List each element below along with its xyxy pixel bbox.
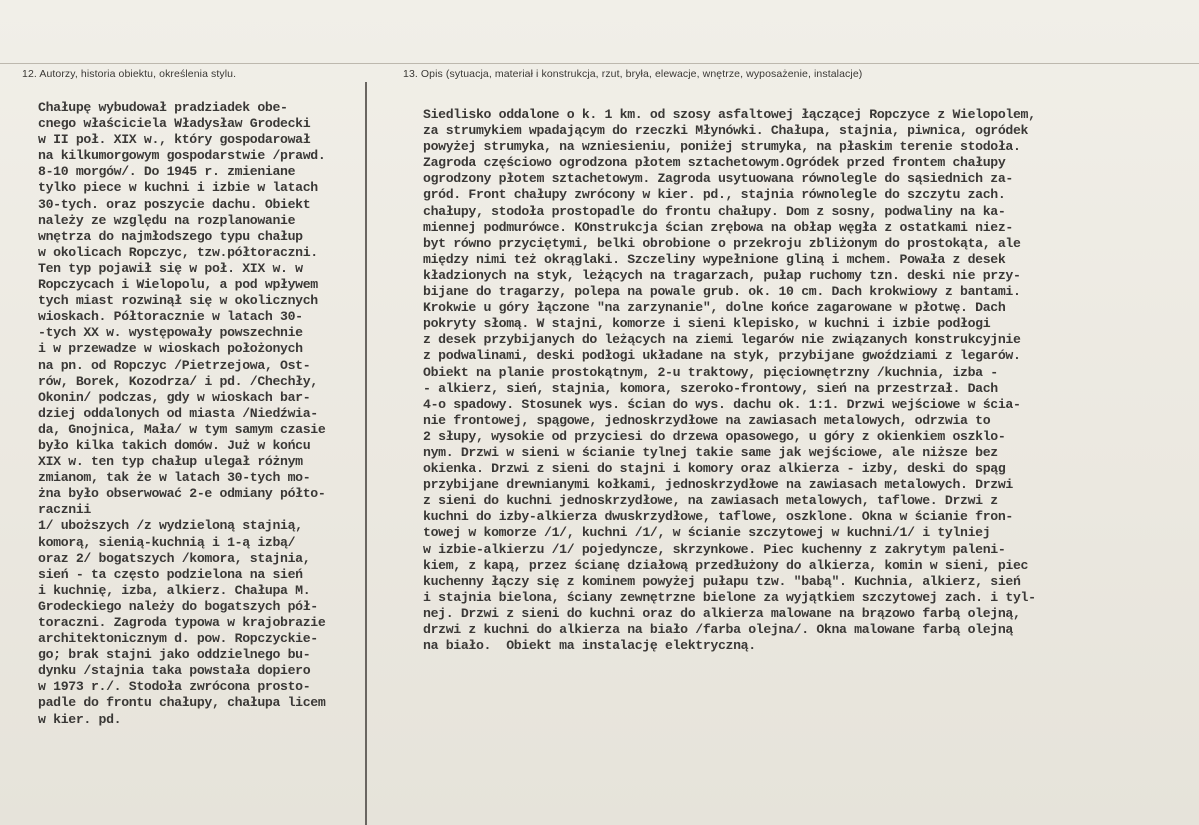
text-line: -tych XX w. występowały powszechnie [38, 325, 303, 341]
text-line: i stajnia bielona, ściany zewnętrzne bielone za wyjątkiem szczytowej zach. i tyl- [423, 589, 1036, 605]
text-line: 30-tych. oraz poszycie dachu. Obiekt [38, 196, 311, 212]
text-line: 2 słupy, wysokie od przyciesi do drzewa opasowego, u góry z okienkiem oszklo- [423, 428, 1006, 444]
text-line: przybijane drewnianymi kołkami, jednoskrzydłowe na zawiasach metalowych. Drzwi [423, 477, 1013, 493]
text-line: da, Gnojnica, Mała/ w tym samym czasie [38, 421, 326, 437]
text-line: i w przewadze w wioskach położonych [38, 341, 303, 357]
text-line: kuchenny łączy się z kominem powyżej pułapu tzw. "babą". Kuchnia, alkierz, sień [423, 573, 1021, 589]
text-line: Krokwie u góry łączone "na zarzynanie", dolne końce zagarowane w płotwę. Dach [423, 300, 1006, 316]
text-line: między nimi też okrąglaki. Szczeliny wypełnione gliną i mchem. Powała z desek [423, 251, 1006, 267]
text-line: tych miast rozwinął się w okolicznych [38, 293, 318, 309]
text-line: za strumykiem wpadającym do rzeczki Młynówki. Chałupa, stajnia, piwnica, ogródek [423, 123, 1029, 139]
text-line: w 1973 r./. Stodoła zwrócona prosto- [38, 679, 311, 695]
text-line: - alkierz, sień, stajnia, komora, szeroko-frontowy, sień na przestrzał. Dach [423, 380, 998, 396]
text-line: toraczni. Zagroda typowa w krajobrazie [38, 615, 326, 630]
text-line: nym. Drzwi w sieni w ścianie tylnej takie same jak wejściowe, ale niższe bez [423, 444, 998, 460]
text-line: z podwalinami, deski podłogi układane na styk, przybijane gwoździami z legarów. [423, 348, 1021, 364]
text-line: padle do frontu chałupy, chałupa licem [38, 695, 326, 711]
section-13-heading: 13. Opis (sytuacja, materiał i konstrukcja, rzut, bryła, elewacje, wnętrze, wyposażenie, instalacje) [403, 68, 863, 80]
text-line: Chałupę wybudował pradziadek obe- [38, 100, 288, 115]
text-line: Ropczycach i Wielopolu, a pod wpływem [38, 277, 318, 293]
text-line: dziej oddalonych od miasta /Niedźwia- [38, 405, 318, 421]
text-line: Siedlisko oddalone o k. 1 km. od szosy asfaltowej łączącej Ropczyce z Wielopolem, [423, 107, 1036, 122]
text-line: z sieni do kuchni jednoskrzydłowe, na zawiasach metalowych, taflowe. Drzwi z [423, 493, 998, 509]
text-line: miennej podmurówce. KOnstrukcja ścian zrębowa na obłap węgła z ostatkami niez- [423, 219, 1013, 235]
text-line: nie frontowej, spągowe, jednoskrzydłowe na zawiasach metalowych, odrzwia to [423, 412, 991, 428]
text-line: żna było obserwować 2-e odmiany półto- [38, 486, 326, 502]
text-line: towej w komorze /1/, kuchni /1/, w ścianie szczytowej w kuchni/1/ i tylniej [423, 525, 991, 541]
text-line: ogrodzony płotem sztachetowym. Zagroda usytuowana równolegle do sąsiednich za- [423, 171, 1013, 187]
text-line: powyżej strumyka, na wzniesieniu, poniżej strumyka, na płaskim terenie stodoła. [423, 139, 1021, 155]
text-line: na pn. od Ropczyc /Pietrzejowa, Ost- [38, 357, 311, 373]
section-12-heading: 12. Autorzy, historia obiektu, określenia stylu. [22, 68, 237, 80]
text-line: w kier. pd. [38, 711, 122, 727]
text-line: 4-o spadowy. Stosunek wys. ścian do wys. dachu ok. 1:1. Drzwi wejściowe w ścia- [423, 396, 1021, 412]
text-line: pokryty słomą. W stajni, komorze i sieni klepisko, w kuchni i izbie podłogi [423, 316, 991, 332]
text-line: w izbie-alkierzu /1/ pojedyncze, skrzynkowe. Piec kuchenny z zakrytym paleni- [423, 541, 1006, 557]
top-border-line [0, 63, 1199, 64]
text-line: XIX w. ten typ chałup ulegał różnym [38, 454, 303, 470]
text-line: go; brak stajni jako oddzielnego bu- [38, 647, 311, 663]
text-line: byt równo przyciętymi, belki obrobione o przekroju zbliżonym do prostokąta, ale [423, 235, 1021, 251]
text-line: bijane do tragarzy, polepa na powale grub. ok. 10 cm. Dach krokwiowy z bantami. [423, 284, 1021, 300]
text-line: zmianom, tak że w latach 30-tych mo- [38, 470, 311, 486]
text-line: dynku /stajnia taka powstała dopiero [38, 663, 311, 679]
text-line: tylko piece w kuchni i izbie w latach [38, 180, 318, 196]
text-line: sień - ta często podzielona na sień [38, 566, 303, 582]
text-line: w II poł. XIX w., który gospodarował [38, 132, 311, 148]
text-line: wioskach. Półtoracznie w latach 30- [38, 309, 303, 325]
text-line: wnętrza do najmłodszego typu chałup [38, 228, 303, 244]
text-line: Zagroda częściowo ogrodzona płotem sztachetowym.Ogródek przed frontem chałupy [423, 155, 1006, 171]
text-line: cnego właściciela Władysław Grodecki [38, 116, 311, 132]
text-line: gród. Front chałupy zwrócony w kier. pd., stajnia równolegle do szczytu zach. [423, 187, 1006, 203]
text-line: kuchni do izby-alkierza dwuskrzydłowe, taflowe, oszklone. Okna w ścianie fron- [423, 509, 1013, 525]
text-line: komorą, sienią-kuchnią i 1-ą izbą/ [38, 534, 296, 550]
text-line: Obiekt na planie prostokątnym, 2-u traktowy, pięciownętrzny /kuchnia, izba - [423, 364, 998, 380]
text-line: Ten typ pojawił się w poł. XIX w. w [38, 260, 303, 276]
text-line: Okonin/ podczas, gdy w wioskach bar- [38, 389, 311, 405]
text-line: Grodeckiego należy do bogatszych pół- [38, 598, 318, 614]
text-line: 8-10 morgów/. Do 1945 r. zmieniane [38, 164, 296, 180]
text-line: architektonicznym d. pow. Ropczyckie- [38, 631, 318, 647]
text-line: drzwi z kuchni do alkierza na biało /farba olejna/. Okna malowane farbą olejną [423, 622, 1013, 637]
text-line: kładzionych na styk, leżących na tragarzach, pułap ruchomy tzn. deski nie przy- [423, 267, 1021, 283]
text-line: należy ze względu na rozplanowanie [38, 212, 296, 228]
text-line: okienka. Drzwi z sieni do stajni i komory oraz alkierza - izby, deski do spąg [423, 461, 1006, 477]
text-line: na kilkumorgowym gospodarstwie /prawd. [38, 148, 326, 164]
text-line: 1/ uboższych /z wydzieloną stajnią, [38, 518, 303, 534]
history-text-column [38, 100, 368, 728]
text-line: kiem, z kapą, przez ścianę działową przedłużony do alkierza, komin w sieni, piec [423, 557, 1029, 573]
text-line: na biało. Obiekt ma instalację elektryczną. [423, 638, 756, 654]
text-line: było kilka takich domów. Już w końcu [38, 437, 311, 453]
text-line: chałupy, stodoła prostopadle do frontu chałupy. Dom z sosny, podwaliny na ka- [423, 203, 1006, 219]
text-line: racznii [38, 502, 91, 518]
text-line: w okolicach Ropczyc, tzw.półtoraczni. [38, 244, 318, 260]
text-line: oraz 2/ bogatszych /komora, stajnia, [38, 550, 311, 566]
text-line: rów, Borek, Kozodrza/ i pd. /Chechły, [38, 373, 318, 389]
text-line: nej. Drzwi z sieni do kuchni oraz do alkierza malowane na brązowo farbą olejną, [423, 605, 1021, 621]
text-line: i kuchnię, izba, alkierz. Chałupa M. [38, 582, 311, 598]
text-line: z desek przybijanych do leżących na ziemi legarów nie związanych konstrukcyjnie [423, 332, 1021, 348]
description-text-column [423, 107, 1143, 654]
